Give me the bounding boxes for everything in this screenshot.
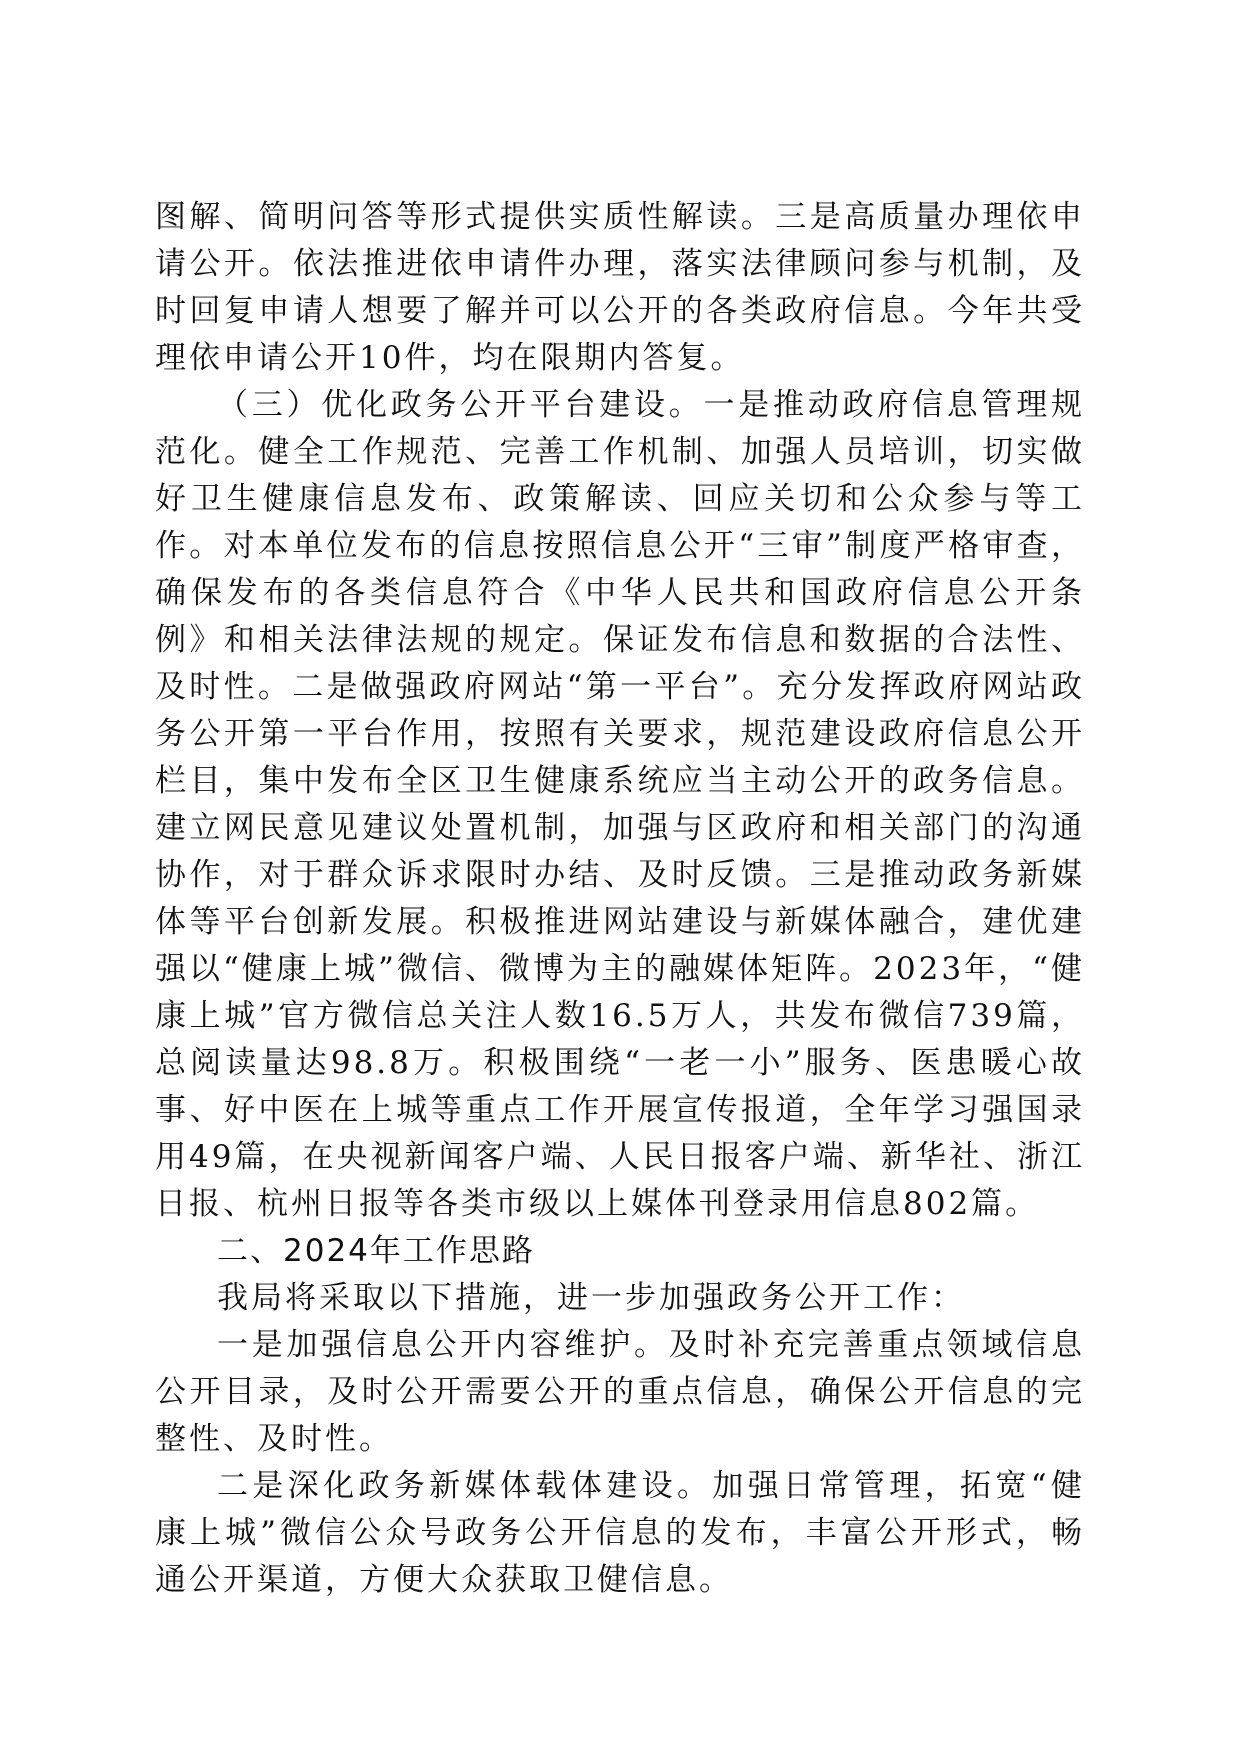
paragraph-continuation: 图解、简明问答等形式提供实质性解读。三是高质量办理依申请公开。依法推进依申请件办理，落实法律顾问参与机制，及时回复申请人想要了解并可以公开的各类政府信息。今年共受理依申请公开10件，均在限期内答复。 (155, 199, 1085, 376)
document-body (155, 194, 1085, 1604)
paragraph-platform-construction (155, 382, 1085, 1228)
paragraph-measure-two: 二是深化政务新媒体载体建设。加强日常管理，拓宽“健康上城”微信公众号政务公开信息的发布，丰富公开形式，畅通公开渠道，方便大众获取卫健信息。 (155, 1468, 1085, 1598)
subsection-lead: （三）优化政务公开平台建设。 (217, 387, 704, 423)
paragraph-measures-intro: 我局将采取以下措施，进一步加强政务公开工作： (217, 1280, 965, 1316)
paragraph-measure-one: 一是加强信息公开内容维护。及时补充完善重点领域信息公开目录，及时公开需要公开的重点信息，确保公开信息的完整性、及时性。 (155, 1327, 1085, 1457)
paragraph-body: 一是推动政府信息管理规范化。健全工作规范、完善工作机制、加强人员培训，切实做好卫生健康信息发布、政策解读、回应关切和公众参与等工作。对本单位发布的信息按照信息公开“三审”制度严格审查，确保发布的各类信息符合《中华人民共和国政府信息公开条例》和相关法律法规的规定。保证发布信息和数据的合法性、及时性。二是做强政府网站“第一平台”。充分发挥政府网站政务公开第一平台作用，按照有关要求，规范建设政府信息公开栏目，集中发布全区卫生健康系统应当主动公开的政务信息。建立网民意见建议处置机制，加强与区政府和相关部门的沟通协作，对于群众诉求限时办结、及时反馈。三是推动政务新媒体等平台创新发展。积极推进网站建设与新媒体融合，建优建强以“健康上城”微信、微博为主的融媒体矩阵。2023年，“健康上城”官方微信总关注人数16.5万人，共发布微信739篇，总阅读量达98.8万。积极围绕“一老一小”服务、医患暖心故事、好中医在上城等重点工作开展宣传报道，全年学习强国录用49篇，在央视新闻客户端、人民日报客户端、新华社、浙江日报、杭州日报等各类市级以上媒体刊登录用信息802篇。 (155, 387, 1085, 1222)
section-heading: 二、2024年工作思路 (217, 1233, 535, 1269)
